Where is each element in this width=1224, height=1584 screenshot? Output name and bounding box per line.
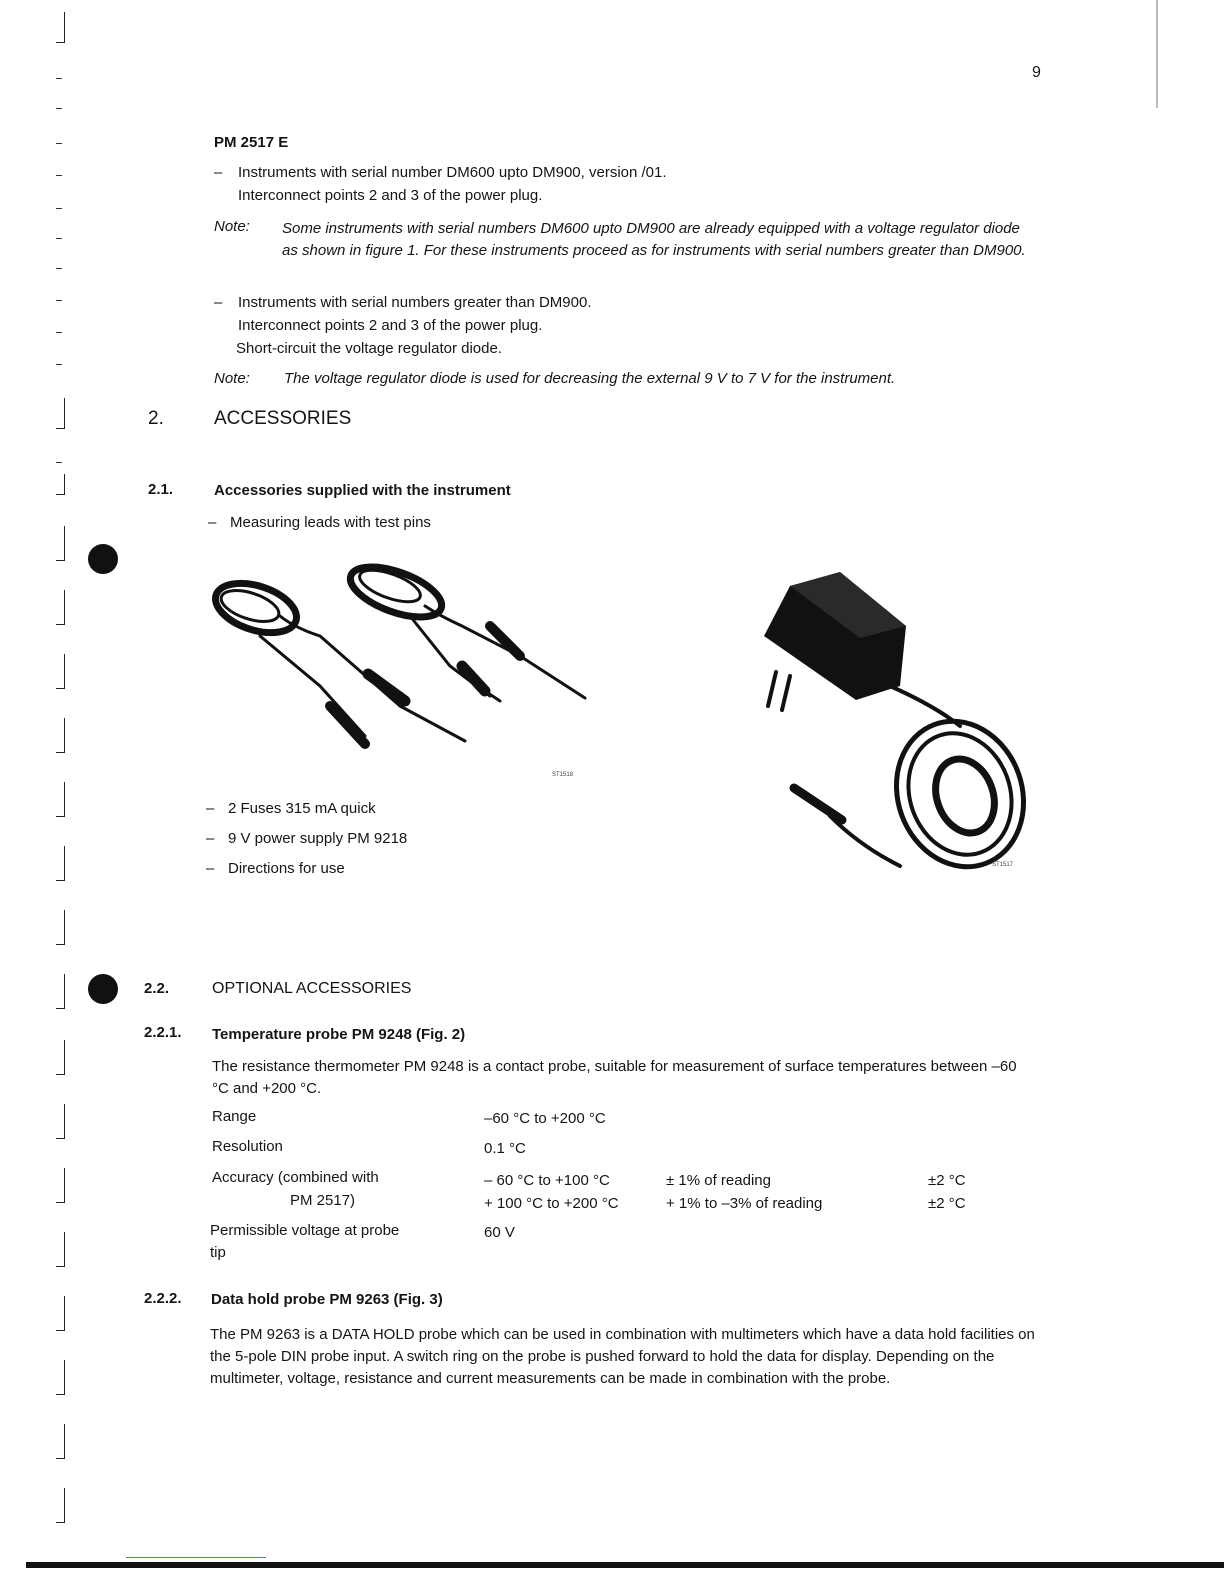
- section-title-text: Temperature probe PM 9248: [212, 1026, 412, 1043]
- section-number: 2.1.: [148, 481, 174, 498]
- model-heading: PM 2517 E: [214, 134, 289, 151]
- list-dash: –: [208, 514, 217, 531]
- accessory-item: Measuring leads with test pins: [230, 514, 431, 531]
- figure-reference: (Fig. 3): [393, 1291, 443, 1308]
- adapter-dc-plug: [794, 788, 842, 820]
- section-title: ACCESSORIES: [214, 408, 352, 429]
- item-line: Interconnect points 2 and 3 of the power plug.: [238, 317, 543, 334]
- section-title: Accessories supplied with the instrument: [214, 482, 511, 499]
- gutter-mark: [56, 590, 65, 625]
- item-line: Instruments with serial number DM600 upto DM900, version /01.: [238, 164, 667, 181]
- measuring-leads-figure: [200, 556, 600, 786]
- adapter-cable-coil: [876, 703, 1040, 884]
- test-pin: [368, 674, 405, 701]
- accuracy-span: + 100 °C to +200 °C: [484, 1195, 619, 1212]
- gutter-mark: [56, 12, 65, 43]
- item-dash: –: [214, 164, 223, 181]
- figure-code: ST1517: [992, 862, 1014, 868]
- adapter-cable-coil: [926, 751, 1005, 842]
- spec-value: 0.1 °C: [484, 1140, 526, 1157]
- gutter-mark: [56, 1296, 65, 1331]
- section-intro: The resistance thermometer PM 9248 is a contact probe, suitable for measurement of surface temperatures between –60 °C and +200 °C.: [212, 1058, 1017, 1097]
- gutter-mark: [56, 1488, 65, 1523]
- gutter-mark: [56, 462, 62, 463]
- gutter-mark: [56, 300, 62, 301]
- accessory-item: 2 Fuses 315 mA quick: [228, 800, 376, 817]
- test-pin: [520, 656, 585, 698]
- lead-coil: [209, 574, 302, 642]
- note-label: Note:: [214, 218, 250, 235]
- accuracy-absolute: ±2 °C: [928, 1195, 966, 1212]
- list-dash: –: [206, 860, 215, 877]
- gutter-mark: [56, 238, 62, 239]
- section-number: 2.2.: [144, 980, 170, 997]
- note-label: Note:: [214, 370, 250, 387]
- test-pin: [490, 626, 520, 656]
- accuracy-percent: ± 1% of reading: [666, 1172, 771, 1189]
- item-line: Instruments with serial numbers greater than DM900.: [238, 294, 592, 311]
- section-title-text: Data hold probe PM 9263: [211, 1291, 390, 1308]
- punch-hole: [88, 544, 118, 574]
- punch-hole: [88, 974, 118, 1004]
- test-pin: [400, 706, 465, 741]
- gutter-mark: [56, 654, 65, 689]
- gutter-mark: [56, 846, 65, 881]
- item-line: Interconnect points 2 and 3 of the power plug.: [238, 187, 543, 204]
- spec-label: tip: [210, 1244, 226, 1261]
- item-dash: –: [214, 294, 223, 311]
- note-text: Some instruments with serial numbers DM600 upto DM900 are already equipped with a voltage regulator diode as shown in figure 1. For these instruments proceed as for instruments with serial numbers greater than DM900.: [282, 220, 1026, 259]
- gutter-mark: [56, 398, 65, 429]
- accuracy-span: – 60 °C to +100 °C: [484, 1172, 610, 1189]
- accessory-item: Directions for use: [228, 860, 345, 877]
- figure-code: ST1518: [552, 772, 574, 778]
- gutter-mark: [56, 1040, 65, 1075]
- gutter-mark: [56, 782, 65, 817]
- section-number: 2.: [148, 408, 164, 429]
- gutter-mark: [56, 474, 65, 495]
- gutter-mark: [56, 1424, 65, 1459]
- gutter-mark: [56, 175, 62, 176]
- section-number: 2.2.2.: [144, 1290, 182, 1307]
- list-dash: –: [206, 830, 215, 847]
- accuracy-absolute: ±2 °C: [928, 1172, 966, 1189]
- section-title: OPTIONAL ACCESSORIES: [212, 980, 412, 997]
- scan-edge: [126, 1557, 266, 1558]
- scan-edge: [26, 1562, 1224, 1568]
- section-title: [211, 1291, 443, 1308]
- spec-value: –60 °C to +200 °C: [484, 1110, 606, 1127]
- accuracy-percent: + 1% to –3% of reading: [666, 1195, 823, 1212]
- gutter-mark: [56, 974, 65, 1009]
- note-text: The voltage regulator diode is used for decreasing the external 9 V to 7 V for the instrument.: [284, 370, 896, 387]
- gutter-mark: [56, 1168, 65, 1203]
- spec-label: Accuracy (combined with: [212, 1169, 379, 1186]
- gutter-mark: [56, 1232, 65, 1267]
- lead-coil: [344, 557, 448, 627]
- gutter-mark: [56, 910, 65, 945]
- lead-cable: [280, 616, 400, 706]
- adapter-plug-pin: [782, 676, 790, 710]
- figure-reference: (Fig. 2): [415, 1026, 466, 1043]
- gutter-mark: [56, 78, 62, 79]
- gutter-mark: [56, 1104, 65, 1139]
- gutter-mark: [56, 1360, 65, 1395]
- spec-label: Range: [212, 1108, 257, 1125]
- adapter-plug-pin: [768, 672, 776, 706]
- spec-label: Resolution: [212, 1138, 283, 1155]
- section-title: [212, 1026, 465, 1043]
- accessory-item: 9 V power supply PM 9218: [228, 830, 408, 847]
- spec-label: PM 2517): [290, 1192, 356, 1209]
- spec-label: Permissible voltage at probe: [210, 1222, 400, 1239]
- gutter-mark: [56, 526, 65, 561]
- spec-value: 60 V: [484, 1224, 515, 1241]
- section-number: 2.2.1.: [144, 1024, 182, 1041]
- gutter-mark: [56, 364, 62, 365]
- power-supply-figure: [760, 566, 1040, 886]
- gutter-mark: [56, 332, 62, 333]
- item-line: Short-circuit the voltage regulator diode.: [236, 340, 502, 357]
- list-dash: –: [206, 800, 215, 817]
- gutter-mark: [56, 718, 65, 753]
- section-body: The PM 9263 is a DATA HOLD probe which can be used in combination with multimeters which have a data hold facilities on the 5-pole DIN probe input. A switch ring on the probe is pushed forward to hold the data for display. Depending on the multimeter, voltage, resistance and current measurements can be made in combination with the probe.: [210, 1326, 1035, 1387]
- page-number: 9: [1032, 64, 1041, 81]
- gutter-mark: [56, 208, 62, 209]
- gutter-mark: [56, 143, 62, 144]
- gutter-mark: [56, 268, 62, 269]
- scan-edge: [1156, 0, 1158, 108]
- gutter-mark: [56, 108, 62, 109]
